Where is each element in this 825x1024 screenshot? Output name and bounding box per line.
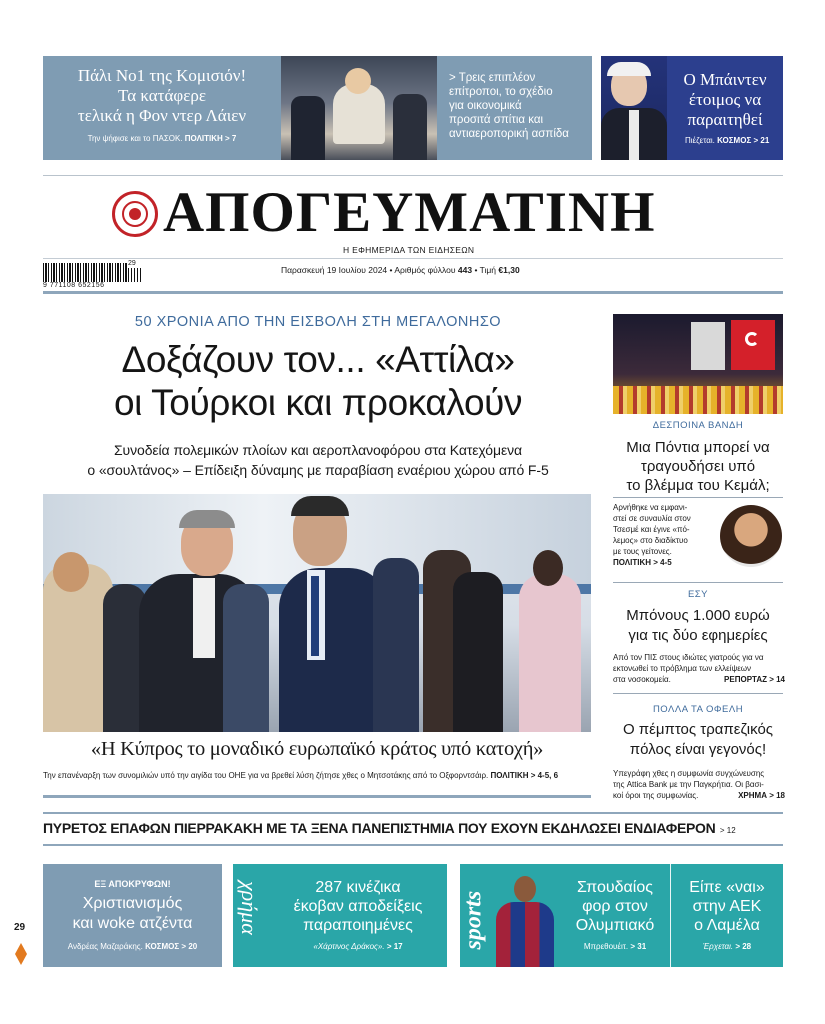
masthead-title: ΑΠΟΓΕΥΜΑΤΙΝΗ [163,181,656,244]
logo-emblem [112,191,158,237]
bottom-b3-title-3: Ολυμπιακό [575,917,655,934]
sidebar-s2-title-1: Μπόνους 1.000 ευρώ [626,607,770,624]
bottom-b1-tag: ΚΟΣΜΟΣ > 20 [145,942,198,951]
lead-headline-1: Δοξάζουν τον... «Αττίλα» [121,339,515,380]
sidebar-s1-body-1: Αρνήθηκε να εμφανι- [613,503,688,512]
divider [613,497,783,498]
banner-text: ΠΥΡΕΤΟΣ ΕΠΑΦΩΝ ΠΙΕΡΡΑΚΑΚΗ ΜΕ ΤΑ ΞΕΝΑ ΠΑΝΕΠΙΣΤΗΜΙΑ ΠΟΥ ΕΧΟΥΝ ΕΚΔΗΛΩΣΕΙ ΕΝΔΙΑΦΕΡΟΝ [43,820,716,836]
sidebar-s3-body-1: Υπεγράφη χθες η συμφωνία συγχώνευσης [613,769,765,778]
sidebar-s2-body-1: Από τον ΠΙΣ στους ιδιώτες γιατρούς για να [613,653,764,662]
sidebar-s1-body-5: με τους γείτονες. [613,547,672,556]
teaser-left-title-3: τελικά η Φον ντερ Λάιεν [77,106,247,125]
teaser-right-title-1: Ο Μπάιντεν [683,70,767,89]
sidebar-s1-body-4: λεμος» στο διαδίκτυο [613,536,688,545]
sidebar-s2-body-2: εκτονωθεί το πρόβλημα των ελλείψεων [613,664,752,673]
price: €1,30 [498,265,520,275]
teaser-middle-line-4: προσιτά σπίτια και [449,114,544,126]
bottom-b2-title-3: παραποιημένες [303,917,413,934]
sidebar-s1-byline: ΔΕΣΠΟΙΝΑ ΒΑΝΔΗ [652,420,744,431]
bottom-b2-title-1: 287 κινέζικα [315,879,401,896]
sidebar-s1-body-3: Τσεσμέ και έγινε «πό- [613,525,690,534]
bottom-b4-title-2: στην ΑΕΚ [692,898,762,915]
teaser-right-title-3: παραιτηθεί [687,110,763,129]
biden-photo [601,56,667,160]
banner[interactable] [43,820,783,838]
sidebar-s1-tag: ΠΟΛΙΤΙΚΗ > 4-5 [613,558,672,567]
lead-photo [43,494,591,732]
lead-caption-tag: ΠΟΛΙΤΙΚΗ > 4-5, 6 [490,771,559,780]
teaser-middle-line-5: αντιαεροπορική ασπίδα [449,128,569,140]
sidebar-s1-title-3: το βλέμμα του Κεμάλ; [626,477,770,494]
sidebar-s1-body-2: στεί σε συναυλία στον [613,514,691,523]
lead-quote: «Η Κύπρος το μοναδικό ευρωπαϊκό κράτος υπό κατοχή» [90,738,544,760]
issue-number: 443 [457,265,473,275]
teaser-left-sub: Την ψήφισε και το ΠΑΣΟΚ. [87,134,183,143]
teaser-right-tag: ΚΟΣΜΟΣ > 21 [717,136,770,145]
bottom-b2-sub: «Χάρτινος Δράκος». [313,942,385,951]
sidebar-s2-body-3: στα νοσοκομεία. [613,675,671,684]
sidebar-s3-body-2: της Attica Bank με την Παγκρήτια. Οι βασι- [613,780,764,789]
dateline-text: Παρασκευή 19 Ιουλίου 2024 • Αριθμός φύλλου [281,265,456,275]
bottom-b3-sub: Μπρεθουέιτ. [583,942,629,951]
teaser-left-title-1: Πάλι Νο1 της Κομισιόν! [77,66,247,85]
sidebar-s3-title-2: πόλος είναι γεγονός! [629,741,767,758]
banner-tag: > 12 [719,826,736,835]
barcode-number: 9 771108 652156 [43,282,105,289]
page-marker-diamond-icon [15,943,27,965]
masthead-tagline: Η ΕΦΗΜΕΡΙΔΑ ΤΩΝ ΕΙΔΗΣΕΩΝ [343,245,475,255]
bottom-b1-title-2: και woke ατζέντα [72,915,193,932]
bottom-b3-tag: > 31 [630,942,647,951]
bottom-b2-vertical-label: χρήμα [237,881,262,935]
teaser-middle-line-2: επίτροποι, το σχέδιο [449,86,553,98]
sidebar-s1-title-1: Μια Πόντια μπορεί να [626,439,770,456]
bottom-box-4[interactable] [670,864,783,967]
sidebar-s3-tag: ΧΡΗΜΑ > 18 [738,791,785,800]
dateline [281,265,520,275]
lead-caption [43,771,603,780]
barcode [43,263,127,282]
masthead-rule [43,291,783,294]
bottom-b3-title-2: φορ στον [582,898,648,915]
divider [43,258,783,259]
teaser-right-title-2: έτοιμος να [688,90,762,109]
bottom-b4-sub: Έρχεται. [702,942,734,951]
lead-deck-2: ο «σουλτάνος» – Επίδειξη δύναμης με παραβίαση εναέριου χώρου από F-5 [87,462,549,478]
teaser-right-sub: Πιέζεται. [685,136,715,145]
sidebar-s2-kicker: ΕΣΥ [687,589,709,600]
barcode-side-number: 29 [128,260,136,267]
divider [43,175,783,176]
teaser-left-title-2: Τα κατάφερε [117,86,206,105]
lead-caption-text: Την επανέναρξη των συνομιλιών υπό την αιγίδα του ΟΗΕ για να βρεθεί λύση ζήτησε χθες ο Μητσοτάκης από το Οξφορντσάιρ. [43,771,489,780]
bottom-b1-kicker: ΕΞ ΑΠΟΚΡΥΦΩΝ! [94,879,171,889]
lead-deck-1: Συνοδεία πολεμικών πλοίων και αεροπλανοφόρου στα Κατεχόμενα [114,442,522,458]
teaser-left-tag: ΠΟΛΙΤΙΚΗ > 7 [184,134,237,143]
bottom-box-2[interactable] [233,864,447,967]
divider [613,582,783,583]
sidebar-s3-title-1: Ο πέμπτος τραπεζικός [622,721,774,738]
bottom-b4-title-3: ο Λαμέλα [694,917,760,934]
sidebar-s1-title-2: τραγουδήσει υπό [640,458,756,475]
teaser-middle-line-3: για οικονομικά [449,100,522,112]
bottom-b2-tag: > 17 [386,942,403,951]
page-number: 29 [14,922,26,933]
teaser-left[interactable] [43,56,281,160]
sidebar-photo-concert [613,314,783,414]
bottom-b1-sub: Ανδρέας Μαζαράκης. [67,942,143,951]
teaser-right[interactable] [601,56,783,160]
teaser-middle[interactable] [437,56,592,160]
sidebar-s3-body-3: κοί όροι της συμφωνίας. [613,791,699,800]
divider [613,693,783,694]
sidebar-s2-title-2: για τις δύο εφημερίες [628,627,768,644]
banner-rule-bottom [43,844,783,846]
sidebar-s3-kicker: ΠΟΛΛΑ ΤΑ ΟΦΕΛΗ [652,704,744,715]
bottom-b3-vertical-label: sports [460,890,487,950]
footballer-photo [490,874,560,967]
lead-kicker: 50 ΧΡΟΝΙΑ ΑΠΟ ΤΗΝ ΕΙΣΒΟΛΗ ΣΤΗ ΜΕΓΑΛΟΝΗΣΟ [134,314,502,330]
lead-headline-2: οι Τούρκοι και προκαλούν [113,382,523,423]
bottom-box-3[interactable] [460,864,670,967]
banner-rule-top [43,812,783,814]
price-label: • Τιμή [474,265,497,275]
barcode-addon [128,268,142,282]
teaser-middle-photo [281,56,437,160]
bottom-b4-title-1: Είπε «ναι» [689,879,765,896]
teaser-middle-line-1: > Τρεις επιπλέον [449,72,536,84]
bottom-b2-title-2: έκοβαν αποδείξεις [293,898,423,915]
bottom-b3-title-1: Σπουδαίος [577,879,653,896]
sidebar-s2-tag: ΡΕΠΟΡΤΑΖ > 14 [724,675,785,684]
bottom-b4-tag: > 28 [735,942,752,951]
bottom-b1-title-1: Χριστιανισμός [82,895,183,912]
bottom-box-1[interactable] [43,864,222,967]
singer-portrait [720,505,782,567]
lead-rule [43,795,591,798]
